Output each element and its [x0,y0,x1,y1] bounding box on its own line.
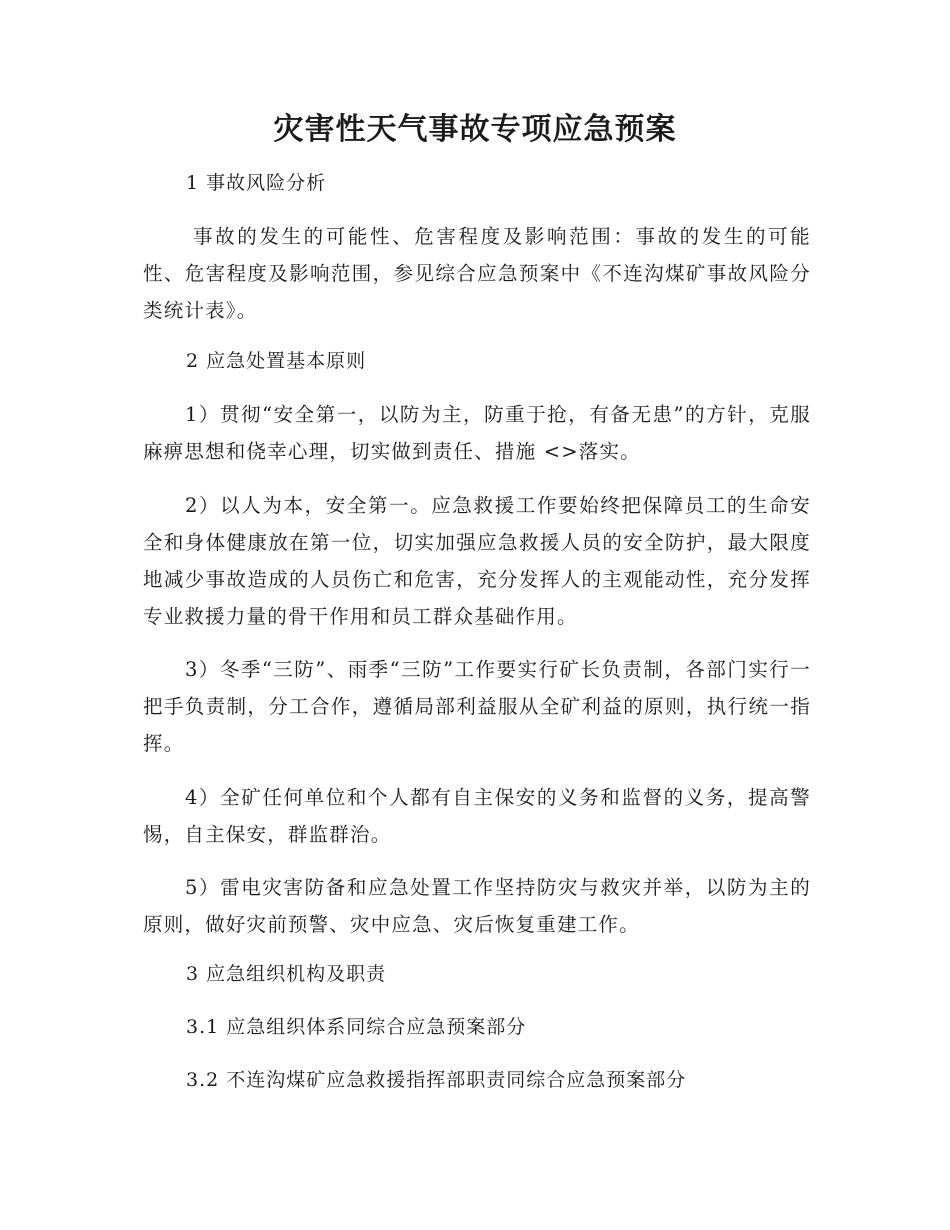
subsection-heading-3-2: 3.2 不连沟煤矿应急救援指挥部职责同综合应急预案部分 [186,1069,687,1091]
document-title: 灾害性天气事故专项应急预案 [273,112,677,147]
subsection-heading-3-1: 3.1 应急组织体系同综合应急预案部分 [186,1016,527,1038]
section-heading-3: 3 应急组织机构及职责 [186,963,387,985]
paragraph-principle-1: 1）贯彻“安全第一，以防为主，防重于抢，有备无患”的方针，克服麻痹思想和侥幸心理，切实做到责任、措施 <>落实。 [143,403,811,463]
paragraph-principle-5: 5）雷电灾害防备和应急处置工作坚持防灾与救灾并举，以防为主的原则，做好灾前预警、灾中应急、灾后恢复重建工作。 [143,876,811,936]
paragraph-principle-2: 2）以人为本，安全第一。应急救援工作要始终把保障员工的生命安全和身体健康放在第一位，切实加强应急救援人员的安全防护，最大限度地减少事故造成的人员伤亡和危害，充分发挥人的主观能动性，充分发挥专业救援力量的骨干作用和员工群众基础作用。 [143,494,811,628]
paragraph-principle-4: 4）全矿任何单位和个人都有自主保安的义务和监督的义务，提高警惕，自主保安，群监群治。 [143,786,811,846]
paragraph-principle-3: 3）冬季“三防”、雨季“三防”工作要实行矿长负责制，各部门实行一把手负责制，分工合作，遵循局部利益服从全矿利益的原则，执行统一指挥。 [143,658,811,755]
section-heading-2: 2 应急处置基本原则 [186,350,367,372]
paragraph-risk-analysis: 事故的发生的可能性、危害程度及影响范围：事故的发生的可能性、危害程度及影响范围，参见综合应急预案中《不连沟煤矿事故风险分类统计表》。 [143,225,811,322]
section-heading-1: 1 事故风险分析 [186,172,327,194]
